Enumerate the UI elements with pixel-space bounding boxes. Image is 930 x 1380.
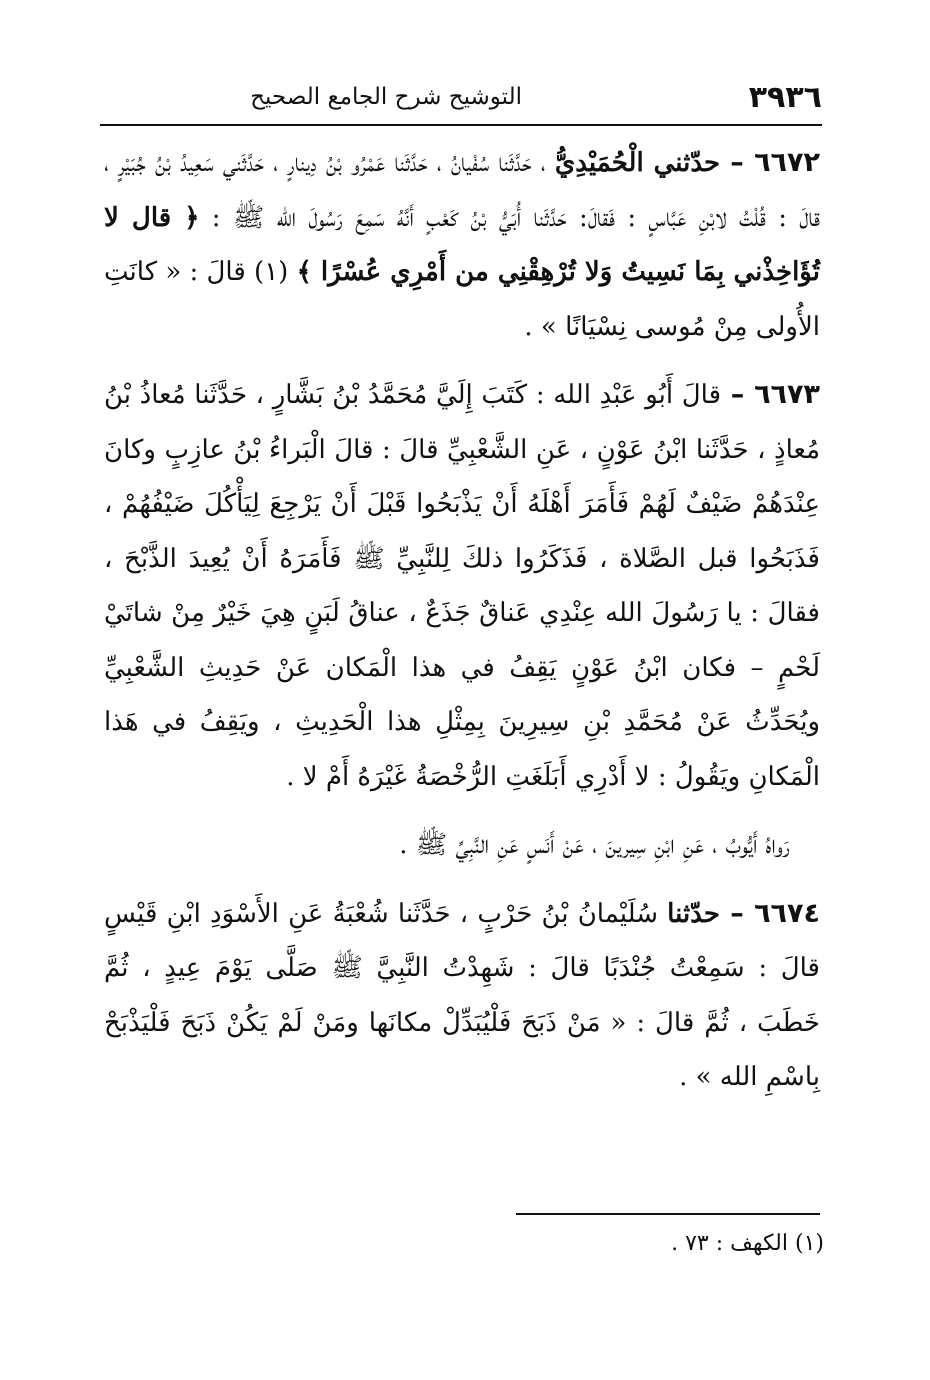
riwaya-note: رَواهُ أَيُّوبُ ، عَنِ ابْنِ سِيرينَ ، عَنْ أَنَسٍ عَنِ النَّبِيِّ ﷺ .: [399, 830, 790, 860]
number-dash: –: [719, 897, 755, 929]
hadith-lead: حدّثنا: [667, 898, 720, 929]
footnote-marker: (١): [245, 257, 297, 287]
hadith-6673: [104, 368, 820, 804]
hadith-lead: حدّثني الْحُمَيْدِيُّ: [554, 148, 721, 178]
hadith-text: ، حَدَّثَنا سُفْيانُ ، حَدَّثَنا عَمْرُو بْنُ دِينارٍ ، حَدَّثَني سَعِيدُ بْنُ جُبَيْرٍ ، قالَ : قُلْتُ لابْنِ عَبَّاسٍ : فَقالَ: حَدَّثَنا أُبَيُّ بْنُ كَعْبٍ أَنَّهُ سَمِعَ رَسُولَ الله ﷺ :: [104, 148, 820, 233]
hadith-text: سُلَيْمانُ بْنُ حَرْبٍ ، حَدَّثَنا شُعْبَةُ عَنِ الأَسْوَدِ ابْنِ قَيْسٍ قالَ : سَمِعْتُ جُنْدَبًا قالَ : شَهِدْتُ النَّبِيَّ ﷺ صَلَّى يَوْمَ عِيدٍ ، ثُمَّ خَطَبَ ، ثُمَّ قالَ : « مَنْ ذَبَحَ فَلْيُبَدِّلْ مكانَها ومَنْ لَمْ يَكُنْ ذَبَحَ فَلْيَذْبَحْ بِاسْمِ الله » .: [104, 898, 820, 1092]
page-number: ٣٩٣٦: [748, 80, 822, 115]
footnote: (١) الكهف : ٧٣ .: [671, 1231, 824, 1256]
hadith-text: قالَ أَبُو عَبْدِ الله : كَتَبَ إِلَيَّ مُحَمَّدُ بْنُ بَشَّارٍ ، حَدَّثَنا مُعاذُ بْنُ مُعاذٍ ، حَدَّثَنا ابْنُ عَوْنٍ ، عَنِ الشَّعْبِيِّ قالَ : قالَ الْبَراءُ بْنُ عازِبٍ وكانَ عِنْدَهُمْ ضَيْفٌ لَهُمْ فَأَمَرَ أَهْلَهُ أَنْ يَذْبَحُوا قَبْلَ أَنْ يَرْجِعَ لِيَأْكُلَ ضَيْفُهُمْ ، فَذَبَحُوا قبل الصَّلاة ، فَذَكَرُوا ذلكَ لِلنَّبِيِّ ﷺ فَأَمَرَهُ أَنْ يُعِيدَ الذَّبْحَ ، فقالَ : يا رَسُولَ الله عِنْدِي عَناقٌ جَذَعٌ ، عناقُ لَبَنٍ هِيَ خَيْرٌ مِنْ شاتَيْ لَحْمٍ – فكان ابْنُ عَوْنٍ يَقِفُ في هذا الْمَكان عَنْ حَدِيثِ الشَّعْبِيِّ ويُحَدِّثُ عَنْ مُحَمَّدِ بْنِ سِيرِينَ بِمِثْلِ هذا الْحَدِيثِ ، ويَقِفُ في هَذا الْمَكانِ ويَقُولُ : لا أَدْرِي أَبَلَغَتِ الرُّخْصَةُ غَيْرَهُ أَمْ لا .: [104, 380, 820, 792]
hadith-number: ٦٦٧٢: [754, 147, 820, 178]
quran-verse: ﴿ قال لا تُؤَاخِذْني بِمَا نَسِيتُ وَلا تُرْهِقْنِي من أَمْرِي عُسْرًا ﴾: [104, 202, 820, 287]
running-header: [100, 78, 822, 122]
number-dash: –: [720, 147, 755, 178]
header-divider: [100, 124, 822, 126]
main-text: [104, 136, 820, 1105]
hadith-text: قالَ : « كانَتِ الأُولى مِنْ مُوسى نِسْيَانًا » .: [104, 257, 820, 342]
book-title: التوشيح شرح الجامع الصحيح: [250, 84, 522, 110]
number-dash: –: [721, 379, 755, 410]
hadith-number: ٦٦٧٣: [754, 379, 820, 410]
hadith-6674: [104, 887, 820, 1105]
hadith-number: ٦٦٧٤: [754, 897, 820, 929]
footnote-divider: [516, 1213, 820, 1215]
hadith-6672: [104, 136, 820, 354]
